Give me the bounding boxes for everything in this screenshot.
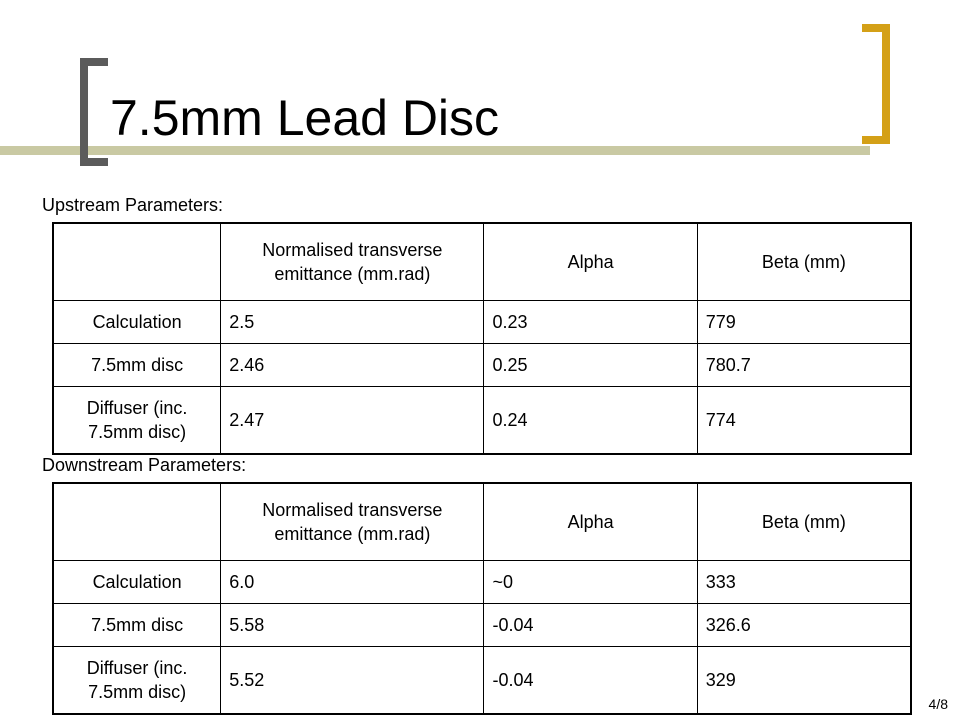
table-row — [53, 561, 911, 604]
upstream-table — [52, 222, 912, 455]
table-row — [53, 344, 911, 387]
header-cell: Normalised transverse emittance (mm.rad) — [221, 483, 484, 561]
page-number: 4/8 — [928, 696, 948, 712]
table-cell: ~0 — [484, 561, 697, 604]
table-cell: 2.47 — [221, 387, 484, 455]
slide-title: 7.5mm Lead Disc — [110, 90, 500, 146]
table-row — [53, 604, 911, 647]
row-label: 7.5mm disc — [53, 604, 221, 647]
header-cell — [53, 483, 221, 561]
header-cell: Alpha — [484, 223, 697, 301]
table-cell: 2.46 — [221, 344, 484, 387]
table-cell: 0.24 — [484, 387, 697, 455]
table-cell: -0.04 — [484, 604, 697, 647]
table-cell: 333 — [697, 561, 911, 604]
table-cell: 5.58 — [221, 604, 484, 647]
header-cell — [53, 223, 221, 301]
header-cell: Beta (mm) — [697, 483, 911, 561]
row-label: 7.5mm disc — [53, 344, 221, 387]
table-cell: 6.0 — [221, 561, 484, 604]
table-row — [53, 387, 911, 455]
table-cell: 774 — [697, 387, 911, 455]
table-cell: 0.25 — [484, 344, 697, 387]
table-cell: 5.52 — [221, 647, 484, 715]
table-header-row — [53, 483, 911, 561]
table-row — [53, 647, 911, 715]
row-label: Calculation — [53, 301, 221, 344]
header-cell: Beta (mm) — [697, 223, 911, 301]
header-cell: Normalised transverse emittance (mm.rad) — [221, 223, 484, 301]
upstream-label: Upstream Parameters: — [42, 195, 224, 215]
table-row — [53, 301, 911, 344]
table-cell: -0.04 — [484, 647, 697, 715]
row-label: Diffuser (inc. 7.5mm disc) — [53, 387, 221, 455]
table-cell: 780.7 — [697, 344, 911, 387]
table-header-row — [53, 223, 911, 301]
table-cell: 0.23 — [484, 301, 697, 344]
downstream-table — [52, 482, 912, 715]
table-cell: 326.6 — [697, 604, 911, 647]
right-bracket-decoration — [862, 24, 890, 144]
table-cell: 2.5 — [221, 301, 484, 344]
row-label: Calculation — [53, 561, 221, 604]
downstream-label: Downstream Parameters: — [42, 455, 247, 475]
header-cell: Alpha — [484, 483, 697, 561]
table-cell: 779 — [697, 301, 911, 344]
row-label: Diffuser (inc. 7.5mm disc) — [53, 647, 221, 715]
left-bracket-decoration — [80, 58, 108, 166]
table-cell-highlight: 329 — [697, 647, 911, 715]
